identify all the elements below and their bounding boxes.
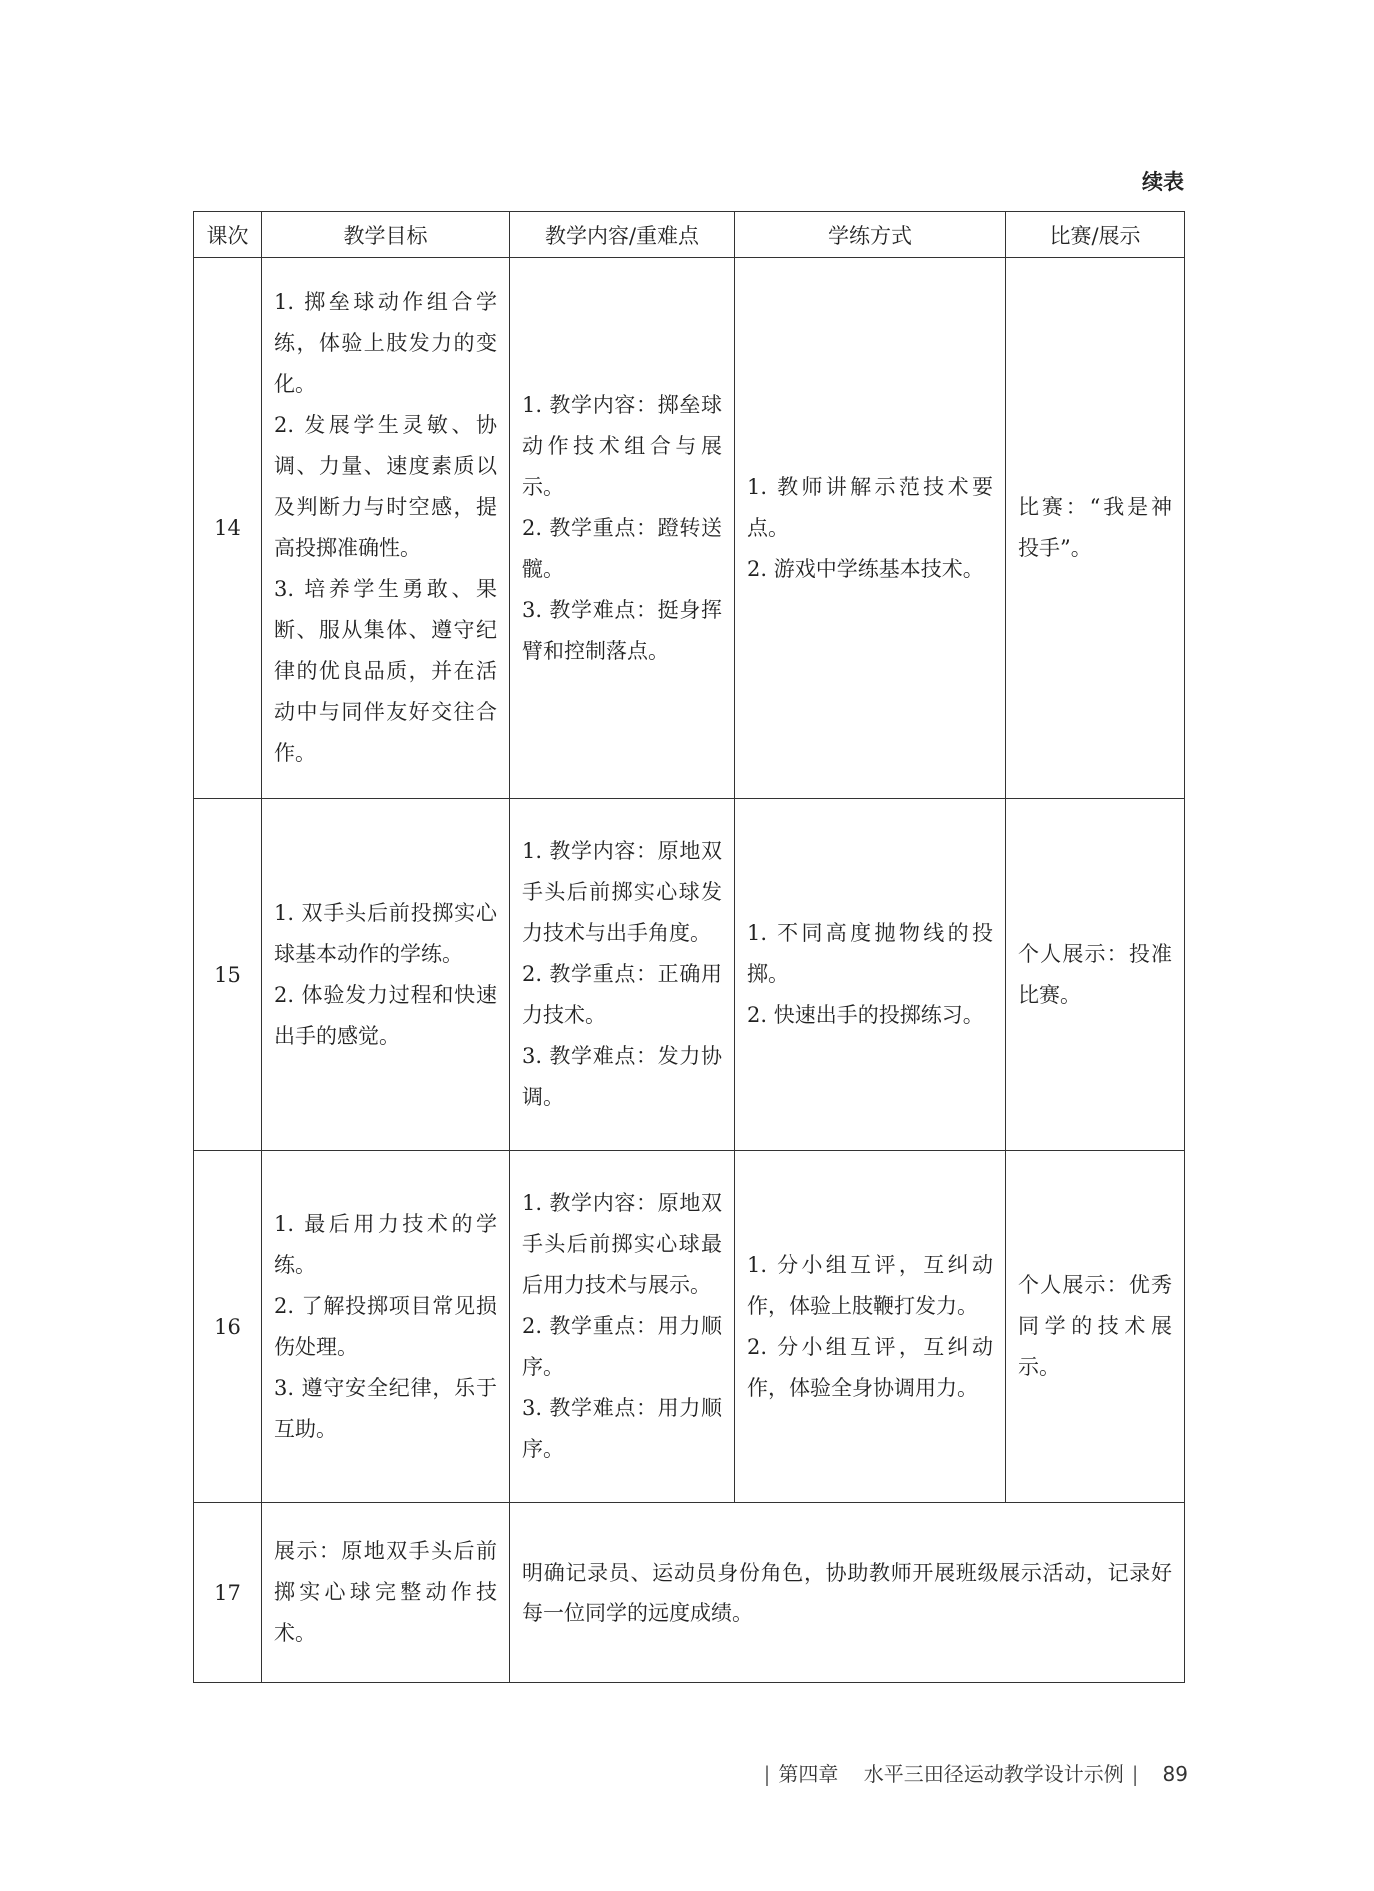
- lesson-plan-table: [193, 211, 1185, 1683]
- content-cell: [510, 258, 735, 799]
- table-header-row: [194, 212, 1185, 258]
- show-cell: [1006, 1151, 1185, 1503]
- content-item: 1. 教学内容：掷垒球动作技术组合与展示。: [522, 392, 722, 499]
- methods-cell: [735, 1151, 1006, 1503]
- show-item: 比赛：“我是神投手”。: [1018, 495, 1172, 560]
- header-methods: 学练方式: [735, 212, 1006, 258]
- chapter-label: 第四章: [778, 1762, 839, 1786]
- content-cell: [510, 1151, 735, 1503]
- show-cell: [1006, 258, 1185, 799]
- content-cell: [510, 799, 735, 1151]
- content-item: 3. 教学难点：发力协调。: [522, 1044, 722, 1109]
- lesson-number: 17: [194, 1503, 262, 1683]
- header-goals: 教学目标: [262, 212, 510, 258]
- content-item: 2. 教学重点：正确用力技术。: [522, 962, 722, 1027]
- methods-cell: [735, 258, 1006, 799]
- goal-item: 1. 最后用力技术的学练。: [274, 1211, 497, 1277]
- goal-item: 1. 掷垒球动作组合学练，体验上肢发力的变化。: [274, 290, 497, 396]
- methods-cell: [735, 799, 1006, 1151]
- lesson-number: 14: [194, 258, 262, 799]
- table-row: [194, 1503, 1185, 1683]
- goal-item: 2. 发展学生灵敏、协调、力量、速度素质以及判断力与时空感，提高投掷准确性。: [274, 413, 497, 560]
- method-item: 1. 分小组互评，互纠动作，体验上肢鞭打发力。: [747, 1252, 993, 1318]
- header-content: 教学内容/重难点: [510, 212, 735, 258]
- content-item: 3. 教学难点：挺身挥臂和控制落点。: [522, 597, 722, 663]
- goal-item: 2. 体验发力过程和快速出手的感觉。: [274, 982, 497, 1048]
- goal-item: 1. 双手头后前投掷实心球基本动作的学练。: [274, 900, 497, 966]
- header-show: 比赛/展示: [1006, 212, 1185, 258]
- method-item: 2. 游戏中学练基本技术。: [747, 556, 984, 581]
- chapter-title: 水平三田径运动教学设计示例: [863, 1762, 1124, 1786]
- merged-activity-cell: [510, 1503, 1185, 1683]
- content-item: 3. 教学难点：用力顺序。: [522, 1396, 722, 1461]
- content-item: 1. 教学内容：原地双手头后前掷实心球发力技术与出手角度。: [522, 839, 722, 945]
- goal-item: 展示：原地双手头后前掷实心球完整动作技术。: [274, 1539, 497, 1645]
- footer-divider: |: [763, 1762, 771, 1786]
- goals-cell: [262, 1151, 510, 1503]
- continued-table-label: 续表: [1142, 170, 1184, 194]
- activity-text: 明确记录员、运动员身份角色，协助教师开展班级展示活动，记录好每一位同学的远度成绩。: [522, 1560, 1172, 1625]
- goal-item: 2. 了解投掷项目常见损伤处理。: [274, 1293, 497, 1359]
- goals-cell: [262, 1503, 510, 1683]
- footer-divider: |: [1131, 1762, 1139, 1786]
- goal-item: 3. 培养学生勇敢、果断、服从集体、遵守纪律的优良品质，并在活动中与同伴友好交往合作。: [274, 577, 497, 765]
- method-item: 2. 分小组互评，互纠动作，体验全身协调用力。: [747, 1334, 993, 1400]
- content-item: 2. 教学重点：蹬转送髋。: [522, 515, 722, 581]
- goal-item: 3. 遵守安全纪律，乐于互助。: [274, 1375, 497, 1441]
- content-item: 1. 教学内容：原地双手头后前掷实心球最后用力技术与展示。: [522, 1191, 722, 1297]
- table-row: [194, 799, 1185, 1151]
- goals-cell: [262, 799, 510, 1151]
- page-footer: [756, 1758, 1188, 1787]
- show-cell: [1006, 799, 1185, 1151]
- header-lesson: 课次: [194, 212, 262, 258]
- content-item: 2. 教学重点：用力顺序。: [522, 1314, 722, 1379]
- method-item: 1. 教师讲解示范技术要点。: [747, 474, 993, 540]
- show-item: 个人展示：优秀同学的技术展示。: [1018, 1273, 1172, 1379]
- goals-cell: [262, 258, 510, 799]
- table-row: [194, 1151, 1185, 1503]
- table-row: [194, 258, 1185, 799]
- page-number: 89: [1162, 1762, 1188, 1786]
- method-item: 1. 不同高度抛物线的投掷。: [747, 921, 993, 986]
- show-item: 个人展示：投准比赛。: [1018, 941, 1172, 1007]
- method-item: 2. 快速出手的投掷练习。: [747, 1003, 984, 1027]
- lesson-number: 15: [194, 799, 262, 1151]
- lesson-number: 16: [194, 1151, 262, 1503]
